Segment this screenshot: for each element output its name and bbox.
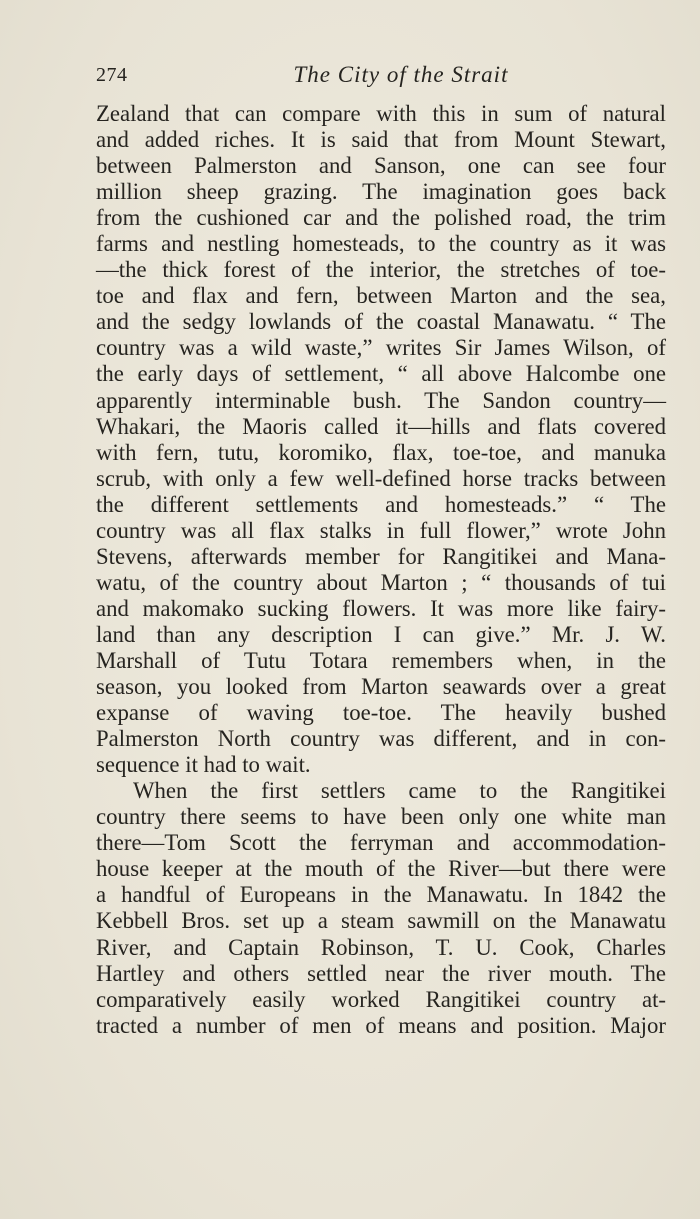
text-line: Kebbell Bros. set up a steam sawmill on the Manawatu [96,908,666,934]
text-line: with fern, tutu, koromiko, flax, toe-toe, and manuka [96,439,666,465]
text-line: between Palmerston and Sanson, one can see four [96,153,666,179]
running-title: The City of the Strait [293,62,509,87]
text-line: and the sedgy lowlands of the coastal Manawatu. “ The [96,309,666,335]
text-line: season, you looked from Marton seawards over a great [96,674,666,700]
page-number: 274 [96,64,128,86]
text-line: from the cushioned car and the polished road, the trim [96,205,666,231]
text-line: million sheep grazing. The imagination goes back [96,179,666,205]
text-line: comparatively easily worked Rangitikei country at- [96,986,666,1012]
text-line: —the thick forest of the interior, the stretches of toe- [96,257,666,283]
text-line: land than any description I can give.” Mr. J. W. [96,621,666,647]
text-line: the different settlements and homesteads.” “ The [96,491,666,517]
paragraph-end-line: sequence it had to wait. [96,752,311,778]
running-head [96,62,666,92]
text-line: country was a wild waste,” writes Sir James Wilson, of [96,335,666,361]
text-line: watu, of the country about Marton ; “ thousands of tui [96,569,666,595]
paragraph-start-line: When the first settlers came to the Rangitikei [133,778,666,804]
text-line: country there seems to have been only one white man [96,804,666,830]
text-line: Whakari, the Maoris called it—hills and flats covered [96,413,666,439]
text-line: country was all flax stalks in full flower,” wrote John [96,517,666,543]
text-line: Hartley and others settled near the river mouth. The [96,960,666,986]
text-line: tracted a number of men of means and position. Major [96,1012,666,1038]
text-line: house keeper at the mouth of the River—but there were [96,856,666,882]
text-line: apparently interminable bush. The Sandon country— [96,387,666,413]
body-text [96,101,666,1039]
text-line: toe and flax and fern, between Marton and the sea, [96,283,666,309]
text-line: Palmerston North country was different, and in con- [96,726,666,752]
text-line: and added riches. It is said that from Mount Stewart, [96,127,666,153]
text-line: a handful of Europeans in the Manawatu. In 1842 the [96,882,666,908]
text-line: expanse of waving toe-toe. The heavily bushed [96,700,666,726]
text-line: Zealand that can compare with this in sum of natural [96,101,666,126]
text-line: River, and Captain Robinson, T. U. Cook, Charles [96,934,666,960]
text-line: farms and nestling homesteads, to the country as it was [96,231,666,257]
text-line: the early days of settlement, “ all above Halcombe one [96,361,666,387]
text-line: and makomako sucking flowers. It was more like fairy- [96,595,666,621]
text-line: Stevens, afterwards member for Rangitikei and Mana- [96,543,666,569]
text-line: scrub, with only a few well-defined horse tracks between [96,465,666,491]
text-line: Marshall of Tutu Totara remembers when, in the [96,647,666,673]
text-line: there—Tom Scott the ferryman and accommodation- [96,830,666,856]
